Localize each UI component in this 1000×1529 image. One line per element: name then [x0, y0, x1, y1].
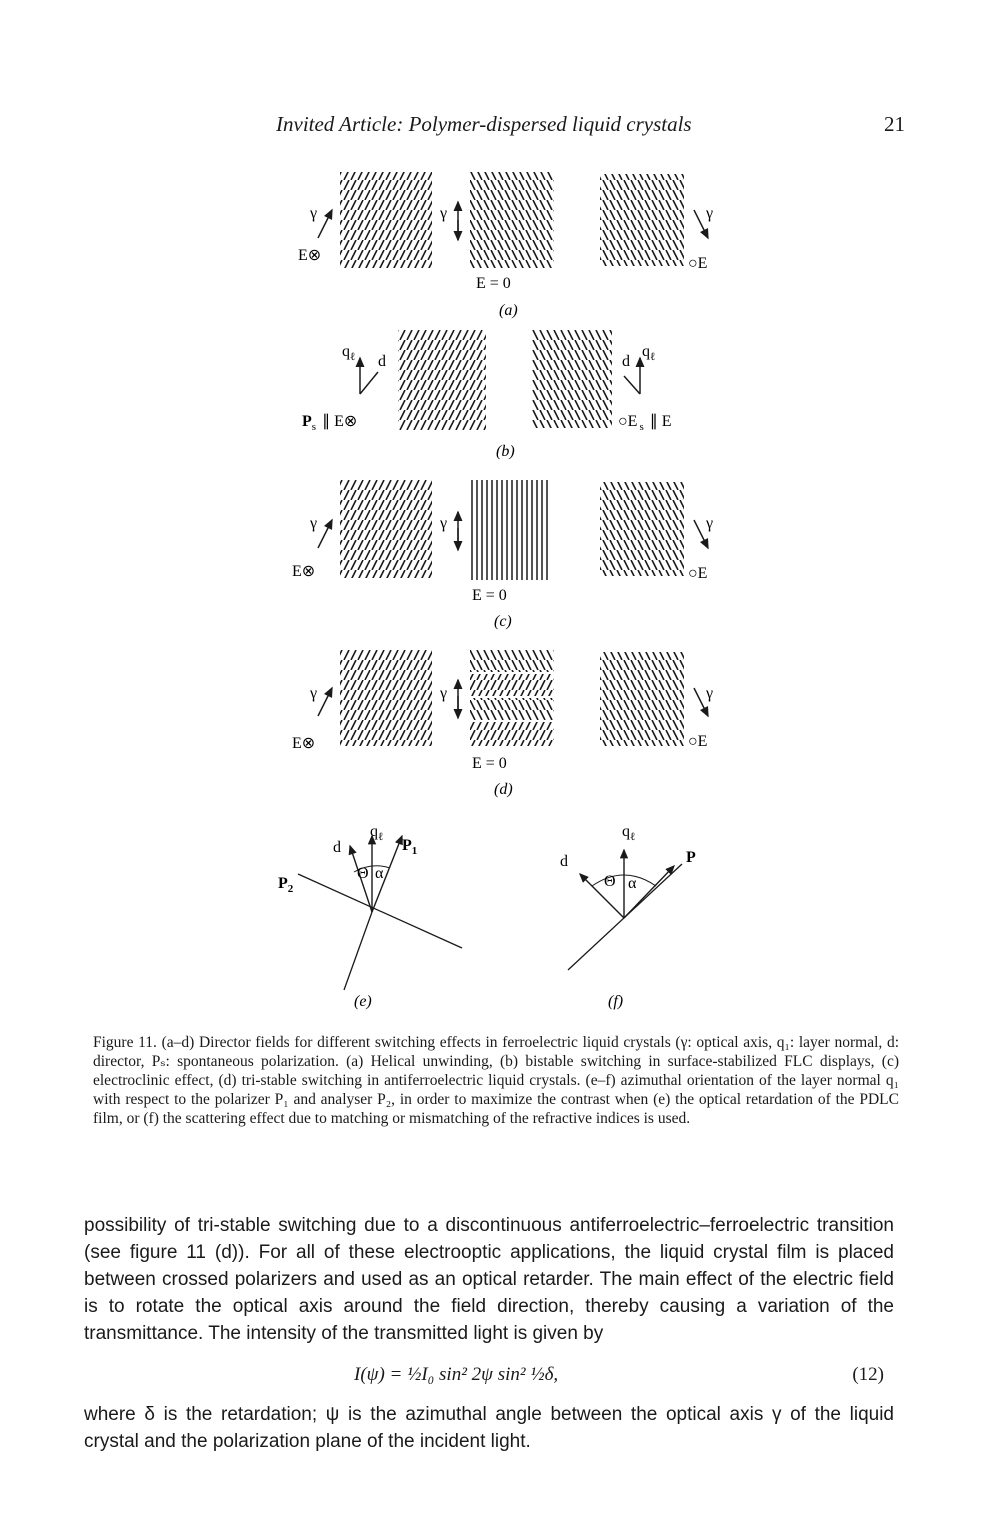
director-field-right	[600, 482, 684, 576]
body-paragraph: where δ is the retardation; ψ is the azimuthal angle between the optical axis γ of the liquid crystal and the polarization plane of the incident light.	[84, 1404, 894, 1452]
polarization-label: ○E $_s$ ∥ E	[618, 413, 672, 433]
alpha-label: α	[375, 865, 384, 882]
polarizer-axis	[298, 874, 462, 948]
layer-normal-label: $q_\ell$	[342, 343, 356, 363]
gamma-label: γ	[440, 685, 448, 702]
gamma-label: γ	[706, 515, 714, 532]
director-field-left	[340, 650, 432, 746]
panel-f	[560, 823, 696, 1010]
polarizer-label: P	[686, 849, 696, 866]
director-field-center	[470, 650, 554, 746]
field-into-page-label: E⊗	[292, 563, 316, 580]
field-out-of-page-label: ○E	[688, 565, 708, 582]
panel-c	[292, 480, 713, 630]
director-field-right	[532, 330, 612, 428]
director-line	[360, 372, 378, 394]
director-field-right	[600, 652, 684, 746]
director-label: d	[333, 839, 341, 856]
gamma-label: γ	[310, 205, 318, 222]
polarization-label: $P_s$ ∥ E⊗	[302, 413, 358, 433]
polarizer-label: $P_1$	[402, 837, 418, 857]
director-field-right	[600, 174, 684, 266]
caption-label: Figure 11.	[93, 1034, 157, 1051]
gamma-arrow	[318, 210, 332, 238]
running-header	[0, 112, 1000, 142]
director-field-left	[340, 480, 432, 578]
director-field-left	[340, 172, 432, 268]
alpha-label: α	[628, 875, 637, 892]
field-into-page-label: E⊗	[298, 247, 322, 264]
layer-normal-label: $q_\ell$	[642, 343, 656, 363]
field-out-of-page-label: ○E	[688, 255, 708, 272]
equation: I(ψ) = ½I₀ sin² 2ψ sin² ½δ,	[354, 1364, 559, 1385]
gamma-arrow	[318, 520, 332, 548]
equation-row	[84, 1357, 894, 1397]
director-field-center	[470, 172, 554, 268]
gamma-label: γ	[310, 515, 318, 532]
zero-field-label: E = 0	[476, 275, 511, 292]
field-out-of-page-label: ○E	[688, 733, 708, 750]
director-label: d	[622, 353, 630, 370]
body-text	[84, 1212, 894, 1455]
gamma-label: γ	[310, 685, 318, 702]
director-field-center	[470, 480, 550, 580]
zero-field-label: E = 0	[472, 587, 507, 604]
panel-label-d: (d)	[494, 781, 513, 798]
panel-a	[298, 172, 713, 319]
panel-label-f: (f)	[608, 993, 624, 1010]
panel-label-a: (a)	[499, 302, 518, 319]
figure-caption	[93, 1033, 899, 1128]
field-into-page-label: E⊗	[292, 735, 316, 752]
director-line	[624, 376, 640, 394]
panel-label-b: (b)	[496, 443, 515, 460]
gamma-label: γ	[706, 685, 714, 702]
page-number: 21	[884, 112, 905, 136]
panel-d	[292, 650, 713, 798]
analyser-axis	[344, 912, 372, 990]
gamma-label: γ	[706, 205, 714, 222]
figure-11	[0, 160, 1000, 1030]
layer-normal-label: $q_\ell$	[622, 823, 636, 843]
theta-label: Θ	[604, 873, 616, 890]
panel-b	[302, 330, 672, 460]
director-field-left	[398, 330, 486, 430]
director-label: d	[378, 353, 386, 370]
layer-normal-label: $q_\ell$	[370, 823, 384, 843]
caption-text: (a–d) Director fields for different switching effects in ferroelectric liquid crystals (γ: optical axis, q₁: layer normal, d: director, Pₛ: spontaneous polarization. (a) Helical unwinding, (b) bistable switching in surface-stabilized FLC displays, (c) electroclinic effect, (d) tri-stable switching in antiferroelectric liquid crystals. (e–f) azimuthal orientation of the layer normal q₁ with respect to the polarizer P₁ and analyser P₂, in order to maximize the contrast when (e) the optical retardation of the PDLC film, or (f) the scattering effect due to matching or mismatching of the refractive indices is used.	[93, 1034, 899, 1127]
gamma-label: γ	[440, 205, 448, 222]
gamma-arrow	[318, 688, 332, 716]
running-title: Invited Article: Polymer-dispersed liquid crystals	[276, 112, 692, 136]
theta-label: Θ	[357, 865, 369, 882]
zero-field-label: E = 0	[472, 755, 507, 772]
analyser-label: $P_2$	[278, 875, 294, 895]
panel-label-c: (c)	[494, 613, 512, 630]
equation-number: (12)	[852, 1364, 884, 1385]
gamma-label: γ	[440, 515, 448, 532]
polarizer-arrow	[624, 866, 674, 918]
panel-e	[278, 823, 462, 1010]
director-label: d	[560, 853, 568, 870]
panel-label-e: (e)	[354, 993, 372, 1010]
body-paragraph: possibility of tri-stable switching due to a discontinuous antiferroelectric–ferroelectric transition (see figure 11 (d)). For all of these electrooptic applications, the liquid crystal film is placed between crossed polarizers and used as an optical retarder. The main effect of the electric field is to rotate the optical axis around the field direction, thereby causing a variation of the transmittance. The intensity of the transmitted light is given by	[84, 1215, 894, 1344]
